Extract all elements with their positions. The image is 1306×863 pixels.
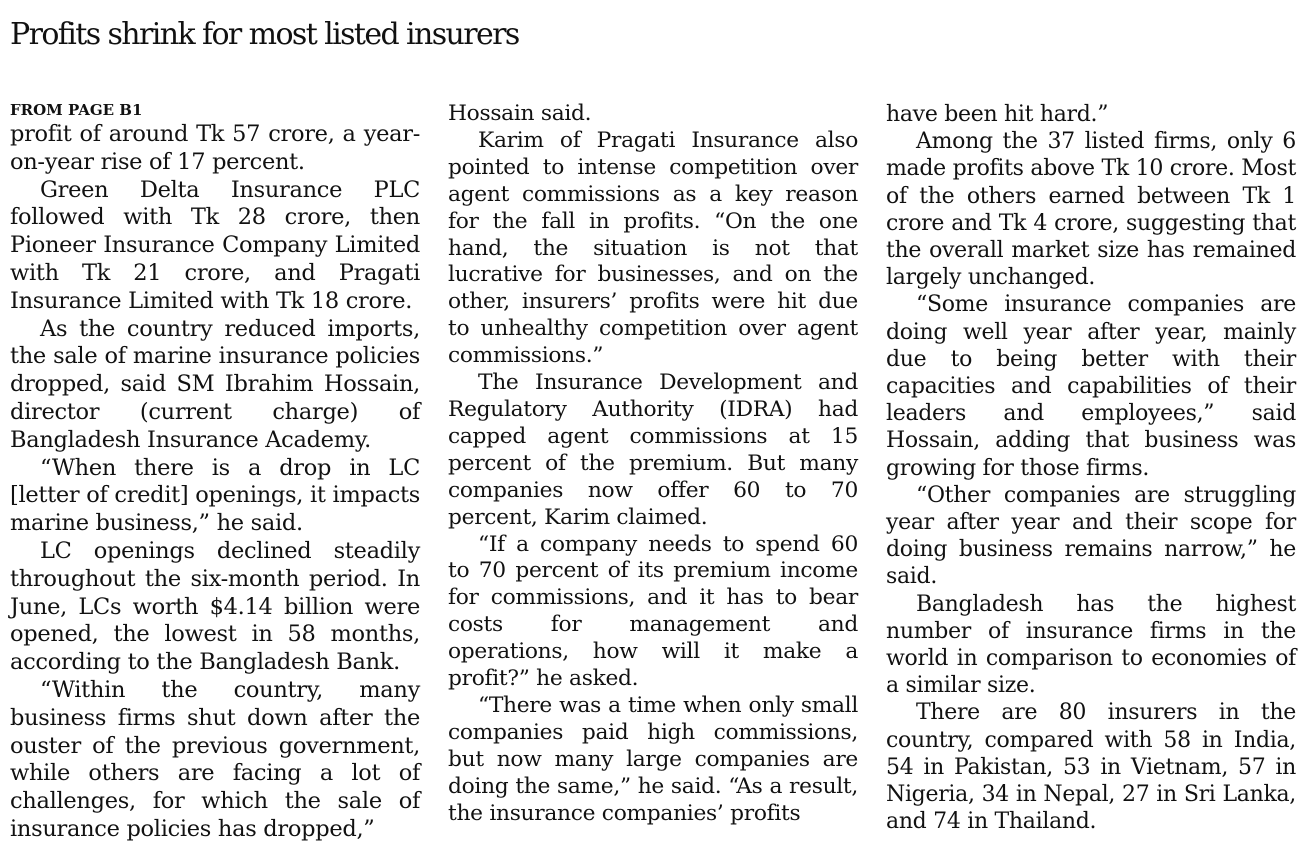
paragraph: profit of around Tk 57 crore, a year-on-year rise of 17 percent.	[10, 121, 420, 175]
paragraph: Green Delta Insurance PLC followed with Tk 28 crore, then Pioneer Insurance Company Limited with Tk 21 crore, and Pragati Insurance Limited with Tk 18 crore.	[10, 176, 420, 314]
paragraph: “If a company needs to spend 60 to 70 percent of its premium income for commissions, and it has to bear costs for management and operations, how will it make a profit?” he asked.	[448, 531, 858, 692]
paragraph: “Within the country, many business firms shut down after the ouster of the previous government, while others are facing a lot of challenges, for which the sale of insurance policies has dropped,”	[10, 676, 420, 842]
article-column-2	[448, 101, 858, 827]
paragraph: Among the 37 listed firms, only 6 made profits above Tk 10 crore. Most of the others earned between Tk 1 crore and Tk 4 crore, suggesting that the overall market size has remained largely unchanged.	[886, 129, 1296, 291]
paragraph: LC openings declined steadily throughout the six-month period. In June, LCs worth $4.14 billion were opened, the lowest in 58 months, according to the Bangladesh Bank.	[10, 537, 420, 676]
paragraph: “Some insurance companies are doing well year after year, mainly due to being better with their capacities and capabilities of their leaders and employees,” said Hossain, adding that business was growing for those firms.	[886, 292, 1296, 481]
headline: Profits shrink for most listed insurers	[10, 17, 519, 52]
paragraph: “When there is a drop in LC [letter of credit] openings, it impacts marine business,” he said.	[10, 454, 420, 537]
paragraph: There are 80 insurers in the country, compared with 58 in India, 54 in Pakistan, 53 in Vietnam, 57 in Nigeria, 34 in Nepal, 27 in Sri Lanka, and 74 in Thailand.	[886, 700, 1296, 835]
paragraph: Karim of Pragati Insurance also pointed to intense competition over agent commissions as a key reason for the fall in profits. “On the one hand, the situation is not that lucrative for businesses, and on the other, insurers’ profits were hit due to unhealthy competition over agent commissions.”	[448, 127, 858, 369]
continuation-kicker: FROM PAGE B1	[10, 101, 143, 119]
paragraph: As the country reduced imports, the sale of marine insurance policies dropped, said SM Ibrahim Hossain, director (current charge) of Bangladesh Insurance Academy.	[10, 315, 420, 453]
article-column-3	[886, 101, 1296, 835]
paragraph: Bangladesh has the highest number of insurance firms in the world in comparison to economies of a similar size.	[886, 591, 1296, 699]
paragraph: The Insurance Development and Regulatory Authority (IDRA) had capped agent commissions at 15 percent of the premium. But many companies now offer 60 to 70 percent, Karim claimed.	[448, 370, 858, 530]
paragraph: have been hit hard.”	[886, 102, 1109, 127]
paragraph: Hossain said.	[448, 101, 592, 126]
paragraph: “Other companies are struggling year after year and their scope for doing business remains narrow,” he said.	[886, 482, 1296, 590]
article-column-1	[10, 101, 420, 844]
paragraph: “There was a time when only small companies paid high commissions, but now many large companies are doing the same,” he said. “As a result, the insurance companies’ profits	[448, 692, 858, 826]
